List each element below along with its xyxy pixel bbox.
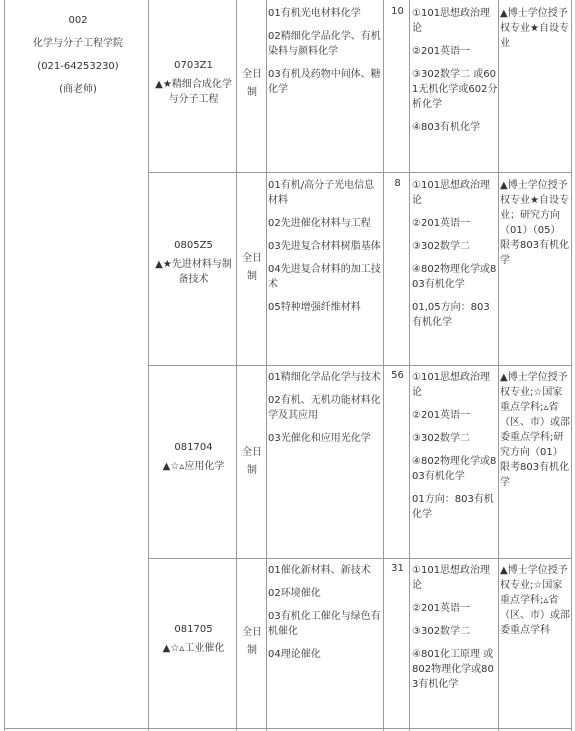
major-code: 0703Z1 bbox=[174, 60, 213, 71]
exam-item: ③302数学二 bbox=[412, 433, 471, 444]
major-cell bbox=[151, 58, 236, 107]
study-mode: 全日制 bbox=[242, 253, 262, 282]
direction-item: 02有机、无机功能材料化学及其应用 bbox=[268, 395, 381, 421]
direction-item: 02先进催化材料与工程 bbox=[268, 218, 371, 229]
direction-item: 02环境催化 bbox=[268, 588, 321, 599]
direction-item: 03先进复合材料树脂基体 bbox=[268, 241, 381, 252]
exam-item: ③302数学二 bbox=[412, 241, 471, 252]
row-separator bbox=[4, 728, 572, 729]
exam-item: ①101思想政治理论 bbox=[412, 372, 491, 398]
direction-item: 04理论催化 bbox=[268, 649, 321, 660]
research-directions bbox=[268, 6, 384, 105]
exam-item: 01方向：803有机化学 bbox=[412, 494, 494, 520]
exam-item: 01,05方向：803有机化学 bbox=[412, 302, 490, 328]
study-mode: 全日制 bbox=[242, 627, 262, 656]
remarks: ▲博士学位授予权专业;☆国家重点学科;▵省（区、市）或部委重点学科 bbox=[500, 565, 570, 636]
enrollment-count: 8 bbox=[394, 178, 401, 189]
direction-item: 03光催化和应用光化学 bbox=[268, 433, 371, 444]
study-mode: 全日制 bbox=[242, 447, 262, 476]
department-phone: (021-64253230) bbox=[37, 61, 119, 72]
major-cell bbox=[151, 622, 236, 656]
exam-item: ④803有机化学 bbox=[412, 122, 481, 133]
remarks: ▲博士学位授予权专业;☆国家重点学科;▵省（区、市）或部委重点学科;研究方向（01）限考803有机化学 bbox=[500, 372, 570, 488]
direction-item: 03有机化工催化与绿色有机催化 bbox=[268, 611, 381, 637]
row-separator bbox=[148, 365, 572, 366]
major-name: ▲☆▵工业催化 bbox=[162, 643, 225, 654]
direction-item: 02精细化学品化学、有机染料与颜料化学 bbox=[268, 31, 381, 57]
row-separator bbox=[148, 558, 572, 559]
department-contact: (商老师) bbox=[59, 84, 97, 95]
remarks: ▲博士学位授予权专业★自设专业；研究方向（01）（05）限考803有机化学 bbox=[500, 180, 570, 266]
exam-item: ①101思想政治理论 bbox=[412, 8, 491, 34]
enrollment-count: 31 bbox=[391, 563, 404, 574]
exam-item: ④801化工原理 或802物理化学或803有机化学 bbox=[412, 649, 494, 690]
research-directions bbox=[268, 370, 384, 454]
direction-item: 03有机及药物中间体、糖化学 bbox=[268, 69, 381, 95]
major-cell bbox=[151, 440, 236, 474]
major-cell bbox=[151, 238, 236, 287]
exam-subjects bbox=[412, 370, 498, 530]
research-directions bbox=[268, 563, 384, 670]
exam-item: ②201英语一 bbox=[412, 218, 471, 229]
exam-item: ①101思想政治理论 bbox=[412, 180, 491, 206]
major-name: ▲★先进材料与制备技术 bbox=[155, 259, 232, 285]
exam-item: ②201英语一 bbox=[412, 46, 471, 57]
department-code: 002 bbox=[68, 15, 88, 26]
exam-subjects bbox=[412, 563, 498, 700]
exam-subjects bbox=[412, 178, 498, 338]
major-code: 0805Z5 bbox=[174, 240, 213, 251]
direction-item: 04先进复合材料的加工技术 bbox=[268, 264, 381, 290]
exam-item: ②201英语一 bbox=[412, 603, 471, 614]
major-code: 081705 bbox=[174, 624, 213, 635]
major-name: ▲★精细合成化学与分子工程 bbox=[155, 79, 232, 105]
enrollment-count: 56 bbox=[391, 370, 404, 381]
remarks: ▲博士学位授予权专业★自设专业 bbox=[500, 8, 569, 49]
exam-item: ②201英语一 bbox=[412, 410, 471, 421]
exam-item: ④802物理化学或803有机化学 bbox=[412, 264, 497, 290]
direction-item: 01催化新材料、新技术 bbox=[268, 565, 371, 576]
direction-item: 01有机/高分子光电信息材料 bbox=[268, 180, 375, 206]
major-name: ▲☆▵应用化学 bbox=[162, 461, 225, 472]
exam-item: ③302数学二 bbox=[412, 626, 471, 637]
exam-item: ③302数学二 或601无机化学或602分析化学 bbox=[412, 69, 498, 110]
exam-item: ④802物理化学或803有机化学 bbox=[412, 456, 497, 482]
exam-subjects bbox=[412, 6, 498, 143]
enrollment-count: 10 bbox=[391, 6, 404, 17]
direction-item: 01有机光电材料化学 bbox=[268, 8, 361, 19]
direction-item: 01精细化学品化学与技术 bbox=[268, 372, 381, 383]
study-mode: 全日制 bbox=[242, 69, 262, 98]
row-separator bbox=[148, 172, 572, 173]
exam-item: ①101思想政治理论 bbox=[412, 565, 491, 591]
major-code: 081704 bbox=[174, 442, 213, 453]
direction-item: 05特种增强纤维材料 bbox=[268, 302, 361, 313]
grid-line bbox=[4, 0, 5, 731]
research-directions bbox=[268, 178, 384, 323]
department-name: 化学与分子工程学院 bbox=[33, 38, 123, 49]
department-cell bbox=[8, 14, 148, 106]
